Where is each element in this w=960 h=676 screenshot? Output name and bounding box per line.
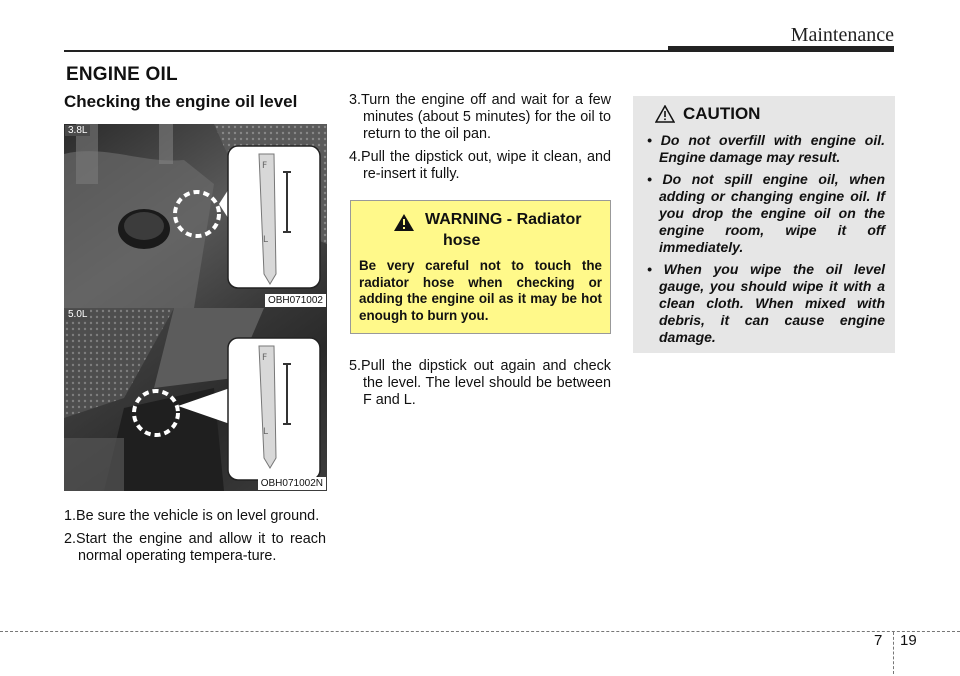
caution-triangle-icon xyxy=(655,105,675,123)
dipstick-mark-f: F xyxy=(262,161,268,171)
caution-list xyxy=(643,132,885,346)
chapter-number: 7 xyxy=(874,632,883,649)
step-2: 2.Start the engine and allow it to reach normal operating tempera-ture. xyxy=(64,531,326,564)
caution-header xyxy=(643,104,885,124)
dipstick-mark-l: L xyxy=(263,427,269,437)
caution-item: • Do not overfill with engine oil. Engine damage may result. xyxy=(647,132,885,165)
figure-code: OBH071002N xyxy=(258,477,326,490)
caution-item: • Do not spill engine oil, when adding or changing engine oil. If you drop the engine oil on the engine room, wipe it off immediately. xyxy=(647,171,885,255)
caution-title: CAUTION xyxy=(683,104,761,123)
engine-size-label: 3.8L xyxy=(65,125,90,136)
page-number: 19 xyxy=(900,632,917,649)
warning-subtitle: Radiator xyxy=(516,211,582,228)
warning-text: Be very careful not to touch the radiator hose when checking or adding the engine oil as it may be hot enough to burn you. xyxy=(359,258,602,323)
footer-rule xyxy=(0,631,960,632)
steps-list-left xyxy=(64,508,326,571)
engine-photo-5-0l xyxy=(64,308,327,491)
dipstick-mark-l: L xyxy=(263,235,269,245)
warning-title: WARNING - xyxy=(425,211,513,228)
section-title: ENGINE OIL xyxy=(66,64,178,85)
caution-box xyxy=(633,96,895,353)
step-4: 4.Pull the dipstick out, wipe it clean, and re-insert it fully. xyxy=(349,149,611,182)
dipstick-mark-f: F xyxy=(262,353,268,363)
warning-header xyxy=(359,211,602,232)
footer-separator xyxy=(893,632,894,674)
warning-box xyxy=(350,200,611,334)
caution-item: • When you wipe the oil level gauge, you should wipe it with a clean cloth. When mixed with debris, it can cause engine damage. xyxy=(647,261,885,345)
step-1: 1.Be sure the vehicle is on level ground. xyxy=(64,508,320,524)
steps-list-middle-2 xyxy=(349,358,611,415)
header-title: Maintenance xyxy=(790,24,894,46)
step-5: 5.Pull the dipstick out again and check the level. The level should be between F and L. xyxy=(349,358,611,408)
step-3: 3.Turn the engine off and wait for a few minutes (about 5 minutes) for the oil to return to the oil pan. xyxy=(349,92,611,142)
engine-photo-3-8l xyxy=(64,124,327,308)
warning-subtitle-2: hose xyxy=(443,232,481,249)
figure-code: OBH071002 xyxy=(265,294,326,307)
engine-size-label: 5.0L xyxy=(65,309,90,320)
subsection-title: Checking the engine oil level xyxy=(64,92,298,111)
steps-list-middle xyxy=(349,92,611,189)
warning-triangle-icon xyxy=(393,213,415,232)
header-accent-bar xyxy=(668,46,894,52)
